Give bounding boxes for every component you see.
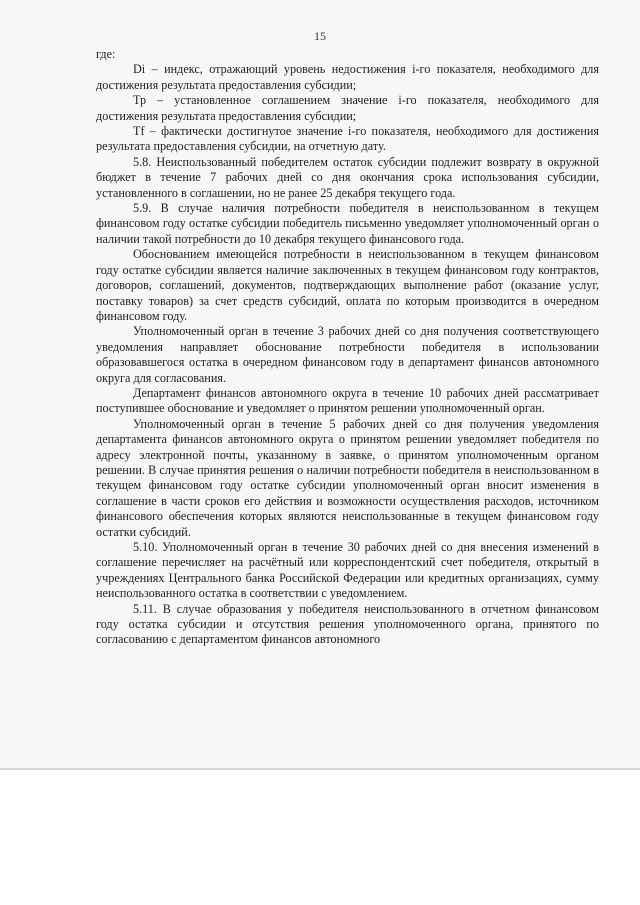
paragraph: Уполномоченный орган в течение 5 рабочих дней со дня получения уведомления департамента финансов автономного округа о принятом решении уведомляет победителя по адресу электронной почты, указанному в заявке, о принятом уполномоченным органом решении. В случае принятия решения о наличии потребности победителя в неиспользованном в текущем финансовом году остатке субсидии уполномоченный орган вносит изменения в соглашение в части сроков его действия и возможности осуществления расходов, источником финансового обеспечения которых являются неиспользованные в текущем финансовом году остатки субсидий. [96, 416, 599, 539]
paragraph: 5.10. Уполномоченный орган в течение 30 рабочих дней со дня внесения изменений в соглашение перечисляет на расчётный или корреспондентский счет победителя, открытый в учреждениях Центрального банка Российской Федерации или кредитных организациях, сумму неиспользованного остатка в соответствии с уведомлением. [96, 540, 599, 601]
document-body [96, 47, 599, 648]
paragraph: Департамент финансов автономного округа в течение 10 рабочих дней рассматривает поступившее обоснование и уведомляет о принятом решении уполномоченный орган. [96, 385, 599, 416]
paragraph: где: [96, 47, 116, 61]
paragraph: 5.8. Неиспользованный победителем остаток субсидии подлежит возврату в окружной бюджет в течение 7 рабочих дней со дня окончания срока использования субсидии, установленного в соглашении, но не ранее 25 декабря текущего года. [96, 154, 599, 200]
paragraph: Уполномоченный орган в течение 3 рабочих дней со дня получения соответствующего уведомления направляет обоснование потребности победителя в использовании образовавшегося остатка в очередном финансовом году в департамент финансов автономного округа для согласования. [96, 324, 599, 385]
paragraph: Обоснованием имеющейся потребности в неиспользованном в текущем финансовом году остатке субсидии является наличие заключенных в текущем финансовом году контрактов, договоров, соглашений, документов, подтверждающих выполнение работ (оказание услуг, поставку товаров) за счет средств субсидий, оплата по которым производится в очередном финансовом году. [96, 247, 599, 323]
paragraph: Di – индекс, отражающий уровень недостижения i-го показателя, необходимого для достижения результата предоставления субсидии; [96, 62, 599, 92]
page-number: 15 [314, 29, 326, 43]
paragraph: 5.11. В случае образования у победителя неиспользованного в отчетном финансовом году остатка субсидии и отсутствия решения уполномоченного органа, принятого по согласованию с департаментом финансов автономного [96, 601, 599, 647]
paragraph: 5.9. В случае наличия потребности победителя в неиспользованном в текущем финансовом году остатке субсидии победитель письменно уведомляет уполномоченный орган о наличии такой потребности до 10 декабря текущего финансового года. [96, 201, 599, 246]
paragraph: Tf – фактически достигнутое значение i-го показателя, необходимого для достижения результата предоставления субсидии, на отчетную дату. [96, 124, 599, 154]
paragraph: Тр – установленное соглашением значение i-го показателя, необходимого для достижения результата предоставления субсидии; [96, 93, 599, 123]
